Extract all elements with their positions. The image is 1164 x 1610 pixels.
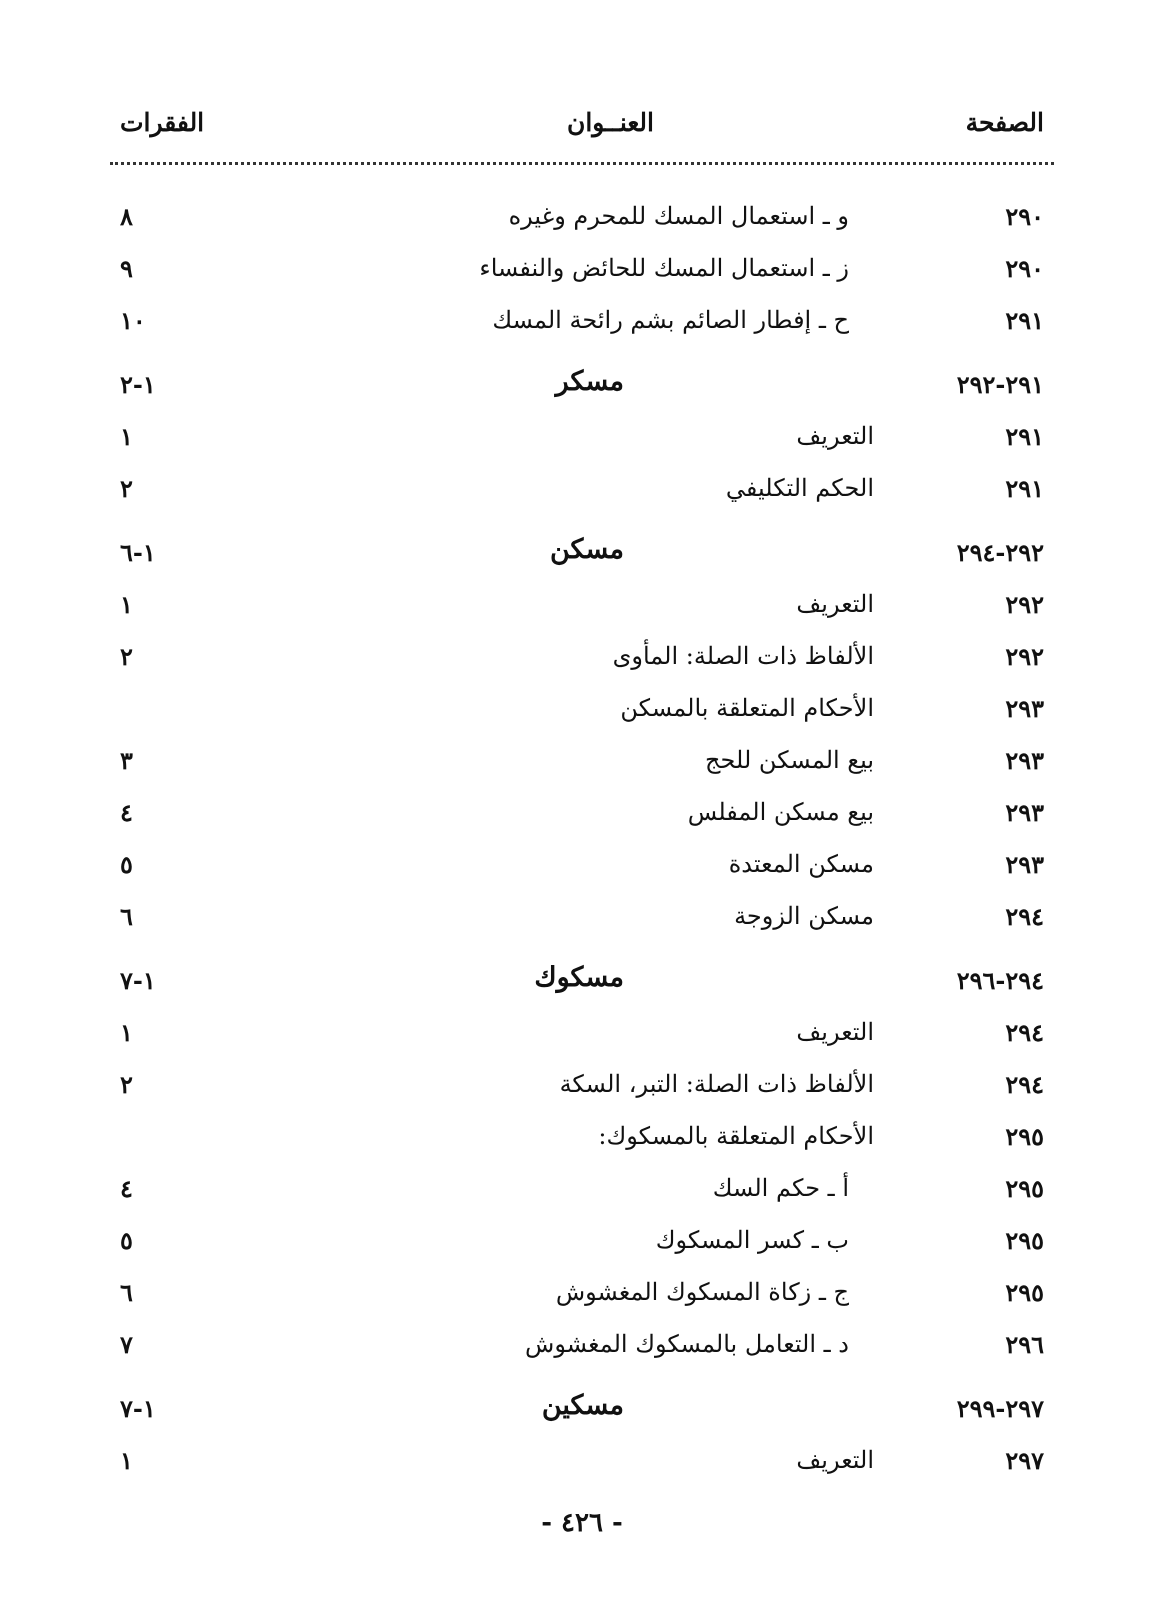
index-entry-row — [110, 246, 1054, 298]
entry-paragraphs: ١-٧ — [120, 966, 156, 995]
entry-title: بيع المسكن للحج — [705, 746, 874, 774]
index-page — [110, 0, 1054, 1610]
index-entry-row — [110, 1062, 1054, 1114]
entry-title: التعريف — [796, 1446, 874, 1474]
entry-page-number: ٢٩١ — [1005, 306, 1044, 335]
entry-paragraphs: ١ — [120, 422, 133, 451]
index-entry-row — [110, 1218, 1054, 1270]
header-title-column: العنــوان — [566, 108, 654, 137]
index-rows — [110, 194, 1054, 1490]
entry-page-number: ٢٩٣ — [1005, 798, 1044, 827]
entry-page-number: ٢٩٢-٢٩٤ — [956, 538, 1044, 567]
entry-title: ج ـ زكاة المسكوك المغشوش — [555, 1278, 849, 1306]
entry-title: الألفاظ ذات الصلة: المأوى — [612, 642, 874, 670]
entry-paragraphs: ١-٦ — [120, 538, 156, 567]
index-heading-row — [110, 362, 1054, 414]
entry-title: مسكن المعتدة — [728, 850, 874, 878]
entry-paragraphs: ١-٧ — [120, 1394, 156, 1423]
entry-page-number: ٢٩٤-٢٩٦ — [956, 966, 1044, 995]
entry-title: أ ـ حكم السك — [712, 1174, 849, 1202]
index-entry-row — [110, 842, 1054, 894]
entry-page-number: ٢٩٢ — [1005, 590, 1044, 619]
entry-paragraphs: ٥ — [120, 1226, 133, 1255]
entry-page-number: ٢٩٧-٢٩٩ — [956, 1394, 1044, 1423]
entry-paragraphs: ١ — [120, 1446, 133, 1475]
entry-page-number: ٢٩٤ — [1005, 1070, 1044, 1099]
index-entry-row — [110, 1270, 1054, 1322]
index-entry-row — [110, 414, 1054, 466]
entry-page-number: ٢٩١ — [1005, 474, 1044, 503]
entry-title: بيع مسكن المفلس — [687, 798, 874, 826]
entry-title: التعريف — [796, 590, 874, 618]
index-entry-row — [110, 1114, 1054, 1166]
entry-page-number: ٢٩١ — [1005, 422, 1044, 451]
entry-paragraphs: ٤ — [120, 798, 133, 827]
entry-title: التعريف — [796, 1018, 874, 1046]
entry-paragraphs: ٢ — [120, 642, 133, 671]
entry-page-number: ٢٩٣ — [1005, 746, 1044, 775]
entry-page-number: ٢٩٦ — [1005, 1330, 1044, 1359]
index-entry-row — [110, 466, 1054, 518]
entry-paragraphs: ٢ — [120, 1070, 133, 1099]
index-entry-row — [110, 634, 1054, 686]
dotted-divider — [110, 162, 1054, 165]
entry-title: الألفاظ ذات الصلة: التبر، السكة — [559, 1070, 874, 1098]
index-entry-row — [110, 1438, 1054, 1490]
entry-paragraphs: ١ — [120, 1018, 133, 1047]
index-heading-row — [110, 958, 1054, 1010]
index-entry-row — [110, 298, 1054, 350]
entry-page-number: ٢٩٣ — [1005, 694, 1044, 723]
entry-page-number: ٢٩٠ — [1005, 202, 1044, 231]
entry-paragraphs: ١٠ — [120, 306, 146, 335]
entry-title: ح ـ إفطار الصائم بشم رائحة المسك — [492, 306, 849, 334]
entry-title: د ـ التعامل بالمسكوك المغشوش — [525, 1330, 849, 1358]
entry-title: الأحكام المتعلقة بالمسكن — [620, 694, 874, 722]
entry-page-number: ٢٩٤ — [1005, 902, 1044, 931]
index-entry-row — [110, 790, 1054, 842]
entry-page-number: ٢٩٤ — [1005, 1018, 1044, 1047]
entry-paragraphs: ٨ — [120, 202, 133, 231]
entry-page-number: ٢٩٥ — [1005, 1174, 1044, 1203]
entry-page-number: ٢٩٥ — [1005, 1122, 1044, 1151]
index-heading-row — [110, 530, 1054, 582]
entry-page-number: ٢٩١-٢٩٢ — [956, 370, 1044, 399]
index-entry-row — [110, 1322, 1054, 1374]
entry-paragraphs: ٧ — [120, 1330, 133, 1359]
entry-title: الأحكام المتعلقة بالمسكوك: — [598, 1122, 874, 1150]
index-heading-row — [110, 1386, 1054, 1438]
table-header — [110, 108, 1054, 148]
entry-title: الحكم التكليفي — [725, 474, 874, 502]
entry-title: التعريف — [796, 422, 874, 450]
header-page-column: الصفحة — [965, 108, 1044, 137]
entry-heading-title: مسكر — [555, 366, 624, 397]
entry-heading-title: مسكن — [549, 534, 624, 565]
index-entry-row — [110, 582, 1054, 634]
header-paragraphs-column: الفقرات — [120, 108, 205, 137]
entry-paragraphs: ٦ — [120, 902, 133, 931]
entry-title: و ـ استعمال المسك للمحرم وغيره — [508, 202, 849, 230]
index-entry-row — [110, 1010, 1054, 1062]
entry-title: مسكن الزوجة — [734, 902, 874, 930]
entry-page-number: ٢٩٠ — [1005, 254, 1044, 283]
entry-page-number: ٢٩٥ — [1005, 1278, 1044, 1307]
index-entry-row — [110, 738, 1054, 790]
entry-page-number: ٢٩٢ — [1005, 642, 1044, 671]
entry-title: ب ـ كسر المسكوك — [655, 1226, 849, 1254]
entry-heading-title: مسكوك — [534, 962, 624, 993]
index-entry-row — [110, 1166, 1054, 1218]
entry-paragraphs: ٩ — [120, 254, 133, 283]
entry-paragraphs: ٣ — [120, 746, 133, 775]
entry-paragraphs: ١ — [120, 590, 133, 619]
entry-page-number: ٢٩٣ — [1005, 850, 1044, 879]
page-number: - ٤٢٦ - — [541, 1508, 623, 1538]
index-entry-row — [110, 686, 1054, 738]
entry-title: ز ـ استعمال المسك للحائض والنفساء — [479, 254, 849, 282]
entry-paragraphs: ٤ — [120, 1174, 133, 1203]
entry-paragraphs: ٦ — [120, 1278, 133, 1307]
entry-paragraphs: ٢ — [120, 474, 133, 503]
entry-page-number: ٢٩٥ — [1005, 1226, 1044, 1255]
entry-heading-title: مسكين — [541, 1390, 624, 1421]
index-entry-row — [110, 894, 1054, 946]
index-entry-row — [110, 194, 1054, 246]
entry-paragraphs: ٥ — [120, 850, 133, 879]
entry-page-number: ٢٩٧ — [1005, 1446, 1044, 1475]
entry-paragraphs: ١-٢ — [120, 370, 156, 399]
